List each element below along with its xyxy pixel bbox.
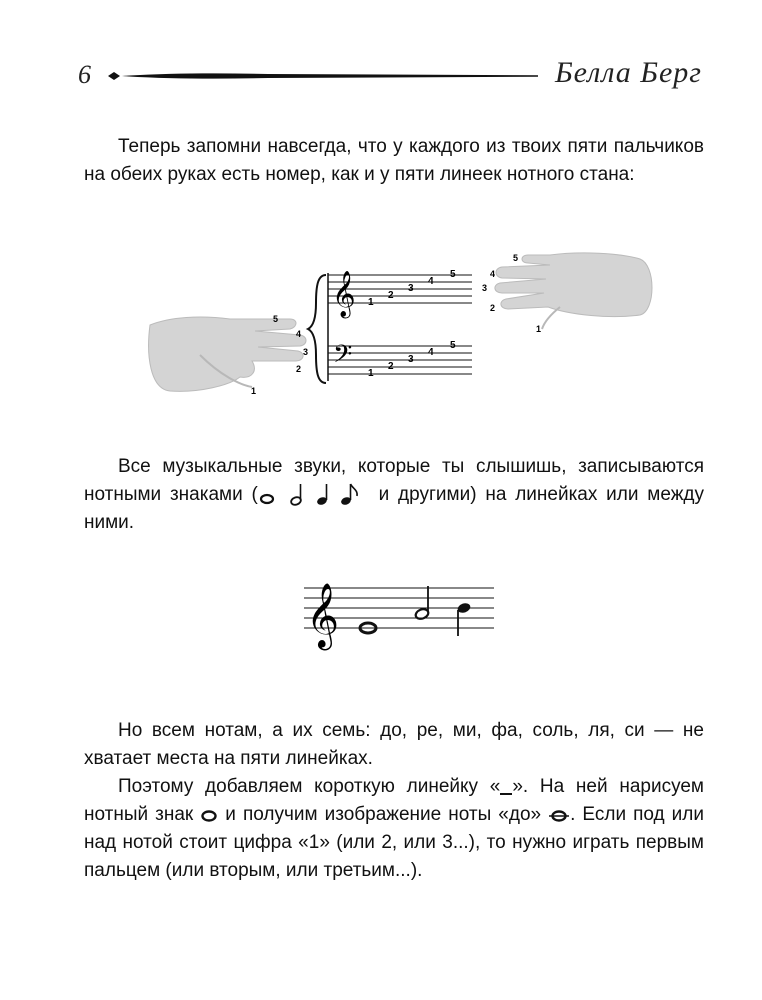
page-number: 6: [78, 60, 91, 89]
bass-clef-icon: 𝄢: [333, 341, 353, 374]
header-ornament-rule: [108, 70, 538, 82]
half-note-icon: [290, 484, 302, 506]
quarter-note-icon: [456, 602, 471, 636]
bass-finger-number: 5: [450, 340, 456, 351]
bass-finger-number: 3: [408, 354, 414, 365]
paragraph-text: Поэтому добавляем короткую линейку «: [118, 776, 501, 797]
right-hand-number: 1: [536, 324, 542, 334]
left-hand-number: 1: [251, 386, 257, 396]
treble-finger-number: 4: [428, 276, 434, 287]
right-hand-number: 2: [490, 303, 496, 313]
note-do-icon: [548, 807, 570, 823]
treble-clef-icon: 𝄞: [306, 583, 340, 646]
treble-finger-number: 5: [450, 269, 456, 280]
left-hand-number: 2: [296, 364, 302, 374]
finger-numbers-figure: [140, 245, 660, 405]
bass-finger-number: 2: [388, 361, 394, 372]
quarter-note-icon: [316, 484, 328, 506]
treble-clef-icon: 𝄞: [332, 272, 356, 316]
paragraph-text: Но всем нотам, а их семь: до, ре, ми, фа, соль, ля, си — не хватает места на пяти линейках.: [84, 720, 704, 769]
grand-staff: [308, 269, 472, 383]
book-author: Белла Берг: [554, 56, 702, 89]
left-hand-number: 3: [303, 347, 309, 357]
treble-finger-number: 1: [368, 297, 374, 308]
bass-finger-number: 4: [428, 347, 434, 358]
right-hand-number: 3: [482, 283, 488, 293]
right-hand-number: 5: [513, 253, 519, 263]
half-note-icon: [414, 586, 429, 620]
page-header: [0, 0, 762, 110]
bass-finger-number: 1: [368, 368, 374, 379]
left-hand-number: 4: [296, 329, 302, 339]
paragraph-fingers-intro: [84, 133, 704, 189]
notes-on-staff-figure: [300, 572, 500, 652]
paragraph-seven-notes: [84, 717, 704, 773]
paragraph-note-signs: [84, 453, 704, 537]
treble-finger-number: 2: [388, 290, 394, 301]
right-hand-illustration: [482, 253, 652, 334]
paragraph-text: Все музыкальные звуки, которые ты слышишь, записываются нотными знаками (: [84, 456, 704, 505]
treble-finger-number: 3: [408, 283, 414, 294]
paragraph-ledger-line: [84, 773, 704, 885]
paragraph-text: ». На ней нарисуем нотный знак: [84, 776, 704, 825]
left-hand-illustration: [149, 314, 308, 396]
paragraph-text: и получим изображение ноты «до»: [218, 804, 549, 825]
whole-note-icon: [200, 807, 218, 823]
eighth-note-icon: [340, 484, 357, 506]
left-hand-number: 5: [273, 314, 279, 324]
note-symbols-inline: [258, 482, 370, 508]
whole-note-icon: [261, 495, 273, 503]
right-hand-number: 4: [490, 269, 496, 279]
paragraph-text: и другими) на линейках или между ними.: [84, 484, 704, 533]
ledger-line-icon: [500, 777, 512, 797]
paragraph-text: . Если под или над нотой стоит цифра «1» (или 2, или 3...), то нужно играть первым пальцем (или вторым, или третьим...).: [84, 804, 704, 881]
paragraph-text: Теперь запомни навсегда, что у каждого из твоих пяти пальчиков на обеих руках есть номер, как и у пяти линеек нотного стана:: [84, 136, 704, 185]
